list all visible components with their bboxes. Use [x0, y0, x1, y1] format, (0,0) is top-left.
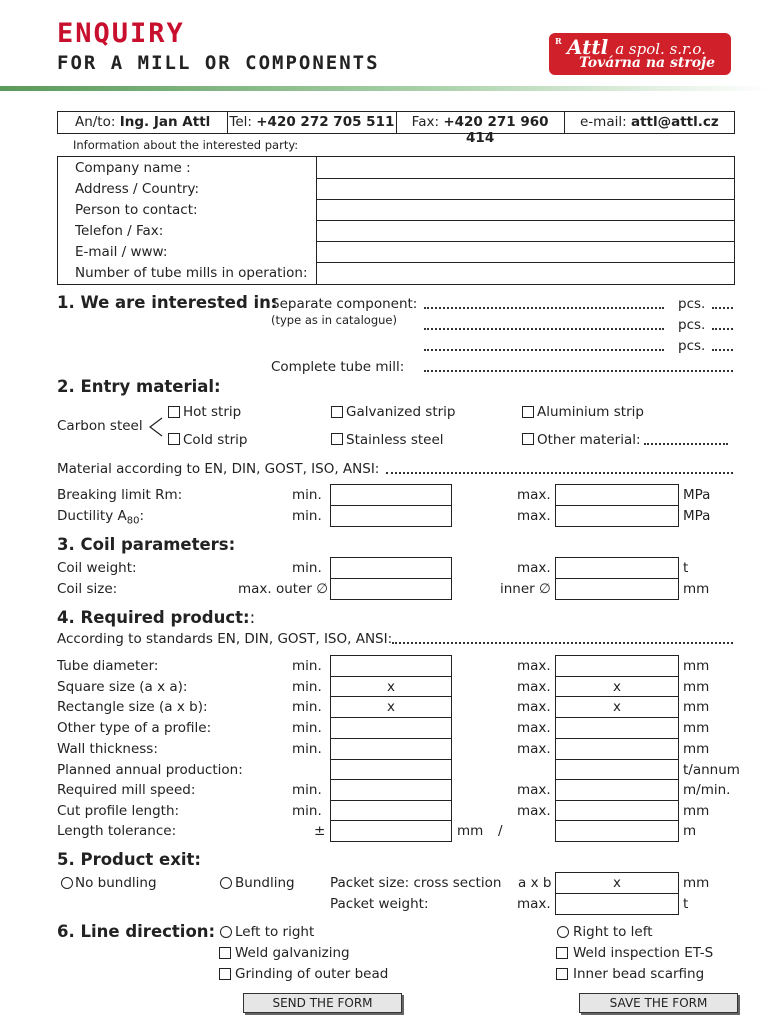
coil-outer-input[interactable]: [330, 578, 452, 600]
breaking-min-input[interactable]: [330, 484, 452, 506]
contact-fax: Fax: +420 271 960 414: [397, 112, 565, 133]
component-field-3[interactable]: [424, 349, 664, 351]
telefon-label: Telefon / Fax:: [75, 223, 164, 239]
send-form-button[interactable]: SEND THE FORM: [243, 993, 402, 1013]
max-label: max.: [517, 508, 551, 524]
party-info-table: [57, 156, 735, 285]
save-form-button[interactable]: SAVE THE FORM: [579, 993, 738, 1013]
person-field[interactable]: [317, 200, 733, 220]
weld-inspection-checkbox[interactable]: [556, 947, 568, 959]
page-subtitle: FOR A MILL OR COMPONENTS: [57, 52, 380, 74]
product-min-input[interactable]: [330, 738, 452, 760]
left-to-right-radio[interactable]: [220, 926, 232, 938]
logo-suffix: a spol. s.r.o.: [615, 40, 706, 58]
separate-component-label: Separate component:: [271, 296, 418, 312]
section-2-heading: 2. Entry material:: [57, 377, 221, 396]
min-label: min.: [292, 802, 322, 819]
aluminium-checkbox[interactable]: [522, 406, 534, 418]
m-unit: m: [683, 823, 697, 839]
pcs-label: pcs.: [678, 296, 706, 312]
cold-strip-checkbox[interactable]: [168, 433, 180, 445]
separate-note: (type as in catalogue): [271, 313, 397, 327]
product-min-input[interactable]: [330, 759, 452, 781]
coil-size-label: Coil size:: [57, 581, 118, 597]
grinding-checkbox[interactable]: [219, 968, 231, 980]
inner-label: inner ∅: [500, 581, 551, 597]
company-logo: [549, 33, 731, 75]
email-field[interactable]: [317, 242, 733, 262]
right-to-left-radio[interactable]: [557, 926, 569, 938]
packet-weight-label: Packet weight:: [330, 896, 429, 912]
min-label: min.: [292, 720, 322, 737]
min-label: min.: [292, 487, 322, 503]
stainless-label: Stainless steel: [346, 432, 444, 448]
unit-label: mm: [683, 699, 710, 716]
grinding-label: Grinding of outer bead: [235, 966, 389, 982]
product-row-label: Square size (a x a):: [57, 678, 188, 695]
inner-bead-label: Inner bead scarfing: [573, 966, 705, 982]
product-row-label: Tube diameter:: [57, 658, 159, 674]
max-label: max.: [517, 560, 551, 576]
t-unit: t: [683, 896, 689, 912]
product-row-label: Cut profile length:: [57, 802, 180, 819]
breaking-limit-label: Breaking limit Rm:: [57, 487, 183, 503]
section-3-heading: 3. Coil parameters:: [57, 535, 236, 554]
section-5-heading: 5. Product exit:: [57, 850, 202, 869]
inner-bead-checkbox[interactable]: [556, 968, 568, 980]
coil-weight-max-input[interactable]: [555, 557, 679, 579]
product-min-input[interactable]: [330, 779, 452, 801]
tolerance-length-input[interactable]: [555, 820, 679, 842]
unit-label: mm: [683, 720, 710, 737]
component-field-2[interactable]: [424, 328, 664, 330]
unit-label: mm: [683, 658, 710, 674]
unit-label: mm: [683, 740, 710, 757]
coil-weight-label: Coil weight:: [57, 560, 137, 576]
ductility-label: Ductility $A_{80}$:: [57, 508, 145, 527]
page-title: ENQUIRY: [57, 18, 185, 49]
min-label: min.: [292, 658, 322, 674]
coil-weight-min-input[interactable]: [330, 557, 452, 579]
weld-galvanizing-checkbox[interactable]: [219, 947, 231, 959]
material-standards-label: Material according to EN, DIN, GOST, ISO, ANSI:: [57, 461, 380, 477]
mm-unit: mm: [683, 581, 710, 597]
contact-email: e-mail: attl@attl.cz: [580, 114, 719, 130]
contact-to: An/to: Ing. Jan Attl: [58, 112, 228, 133]
other-material-checkbox[interactable]: [522, 433, 534, 445]
tolerance-mm-unit: mm: [457, 823, 484, 839]
max-label: max.: [517, 720, 551, 737]
max-label: max.: [517, 487, 551, 503]
contact-tel: Tel: +420 272 705 511: [228, 112, 396, 133]
product-max-input[interactable]: [555, 717, 679, 739]
mm-unit: mm: [683, 875, 710, 891]
section-6-heading: 6. Line direction:: [57, 922, 216, 941]
product-max-input[interactable]: [555, 779, 679, 801]
breaking-max-input[interactable]: [555, 484, 679, 506]
complete-mill-label: Complete tube mill:: [271, 359, 405, 375]
product-standards-field[interactable]: [392, 642, 733, 644]
max-label: max.: [517, 782, 551, 799]
telefon-field[interactable]: [317, 221, 733, 241]
company-name-label: Company name :: [75, 160, 191, 176]
max-label: max.: [517, 740, 551, 757]
plus-minus-label: ±: [314, 823, 326, 839]
t-unit: t: [683, 560, 689, 576]
product-min-input[interactable]: x: [330, 696, 452, 718]
max-label: max.: [517, 802, 551, 819]
product-row-label: Required mill speed:: [57, 782, 196, 799]
mpa-unit: MPa: [683, 487, 711, 503]
min-label: min.: [292, 699, 322, 716]
coil-inner-input[interactable]: [555, 578, 679, 600]
header-divider: [0, 86, 770, 91]
product-max-input[interactable]: [555, 800, 679, 822]
ductility-min-input[interactable]: [330, 505, 452, 527]
complete-mill-field[interactable]: [424, 370, 733, 372]
product-row-label: Rectangle size (a x b):: [57, 699, 208, 716]
stainless-checkbox[interactable]: [331, 433, 343, 445]
unit-label: mm: [683, 678, 710, 695]
left-to-right-label: Left to right: [235, 924, 315, 940]
galvanized-label: Galvanized strip: [346, 404, 456, 420]
max-label: max.: [517, 658, 551, 674]
person-label: Person to contact:: [75, 202, 198, 218]
mills-label: Number of tube mills in operation:: [75, 265, 308, 281]
product-max-input[interactable]: [555, 738, 679, 760]
product-max-input[interactable]: [555, 655, 679, 677]
unit-label: mm: [683, 802, 710, 819]
cold-strip-label: Cold strip: [183, 432, 248, 448]
component-field-1[interactable]: [424, 307, 664, 309]
no-bundling-label: No bundling: [75, 875, 157, 891]
aluminium-label: Aluminium strip: [537, 404, 644, 420]
party-caption: Information about the interested party:: [73, 138, 299, 152]
ductility-max-input[interactable]: [555, 505, 679, 527]
other-material-field[interactable]: [644, 443, 728, 445]
pcs-label: pcs.: [678, 317, 706, 333]
hot-strip-label: Hot strip: [183, 404, 242, 420]
min-label: min.: [292, 508, 322, 524]
registered-mark: R: [555, 36, 562, 46]
no-bundling-radio[interactable]: [61, 877, 73, 889]
carbon-steel-label: Carbon steel: [57, 418, 143, 434]
weld-galvanizing-label: Weld galvanizing: [235, 945, 350, 961]
galvanized-checkbox[interactable]: [331, 406, 343, 418]
product-standards-label: According to standards EN, DIN, GOST, ISO, ANSI:: [57, 631, 393, 647]
packet-weight-input[interactable]: [555, 893, 679, 915]
product-row-label: Other type of a profile:: [57, 720, 212, 737]
tolerance-input[interactable]: [330, 820, 452, 842]
right-to-left-label: Right to left: [573, 924, 653, 940]
mpa-unit: MPa: [683, 508, 711, 524]
section-4-heading: 4. Required product::: [57, 608, 256, 627]
bracket-icon: [148, 416, 164, 438]
max-label: max.: [517, 699, 551, 716]
product-min-input[interactable]: [330, 655, 452, 677]
max-outer-label: max. outer ∅: [238, 581, 329, 597]
address-label: Address / Country:: [75, 181, 200, 197]
logo-name: Attl: [567, 35, 609, 59]
product-row-label: Planned annual production:: [57, 761, 243, 778]
min-label: min.: [292, 740, 322, 757]
company-name-field[interactable]: [317, 157, 733, 178]
length-tolerance-label: Length tolerance:: [57, 823, 177, 839]
bundling-label: Bundling: [235, 875, 295, 891]
material-standards-field[interactable]: [386, 472, 733, 474]
unit-label: t/annum: [683, 761, 740, 778]
pcs-label: pcs.: [678, 338, 706, 354]
tolerance-slash: /: [498, 823, 503, 839]
min-label: min.: [292, 782, 322, 799]
mills-field[interactable]: [317, 263, 733, 283]
other-material-label: Other material:: [537, 432, 641, 448]
product-max-input[interactable]: x: [555, 676, 679, 698]
product-row-label: Wall thickness:: [57, 740, 158, 757]
max-label: max.: [517, 678, 551, 695]
logo-tagline: Továrna na stroje: [579, 55, 716, 71]
product-min-input[interactable]: [330, 800, 452, 822]
product-max-input[interactable]: x: [555, 696, 679, 718]
pcs-field-2[interactable]: [712, 328, 733, 330]
max-label: max.: [517, 896, 551, 912]
pcs-field-1[interactable]: [712, 307, 733, 309]
axb-label: a x b: [518, 875, 552, 891]
packet-size-input[interactable]: x: [555, 872, 679, 894]
min-label: min.: [292, 560, 322, 576]
product-min-input[interactable]: [330, 717, 452, 739]
product-min-input[interactable]: x: [330, 676, 452, 698]
unit-label: m/min.: [683, 782, 731, 799]
weld-inspection-label: Weld inspection ET-S: [573, 945, 714, 961]
min-label: min.: [292, 678, 322, 695]
hot-strip-checkbox[interactable]: [168, 406, 180, 418]
pcs-field-3[interactable]: [712, 349, 733, 351]
section-1-heading: 1. We are interested in:: [57, 293, 278, 312]
email-label: E-mail / www:: [75, 244, 168, 260]
product-max-input[interactable]: [555, 759, 679, 781]
bundling-radio[interactable]: [220, 877, 232, 889]
packet-size-label: Packet size: cross section: [330, 875, 502, 891]
address-field[interactable]: [317, 179, 733, 199]
